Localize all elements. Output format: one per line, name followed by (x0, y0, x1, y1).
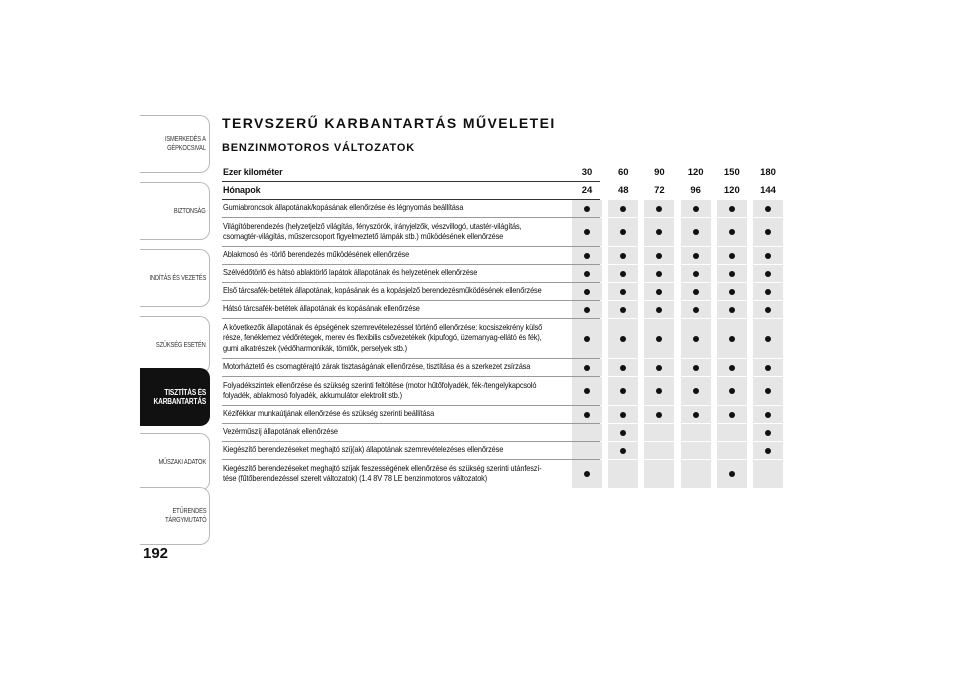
table-row (222, 377, 783, 405)
interval-cell (681, 247, 711, 264)
check-dot-icon (729, 253, 735, 259)
interval-cell (572, 377, 602, 405)
check-dot-icon (620, 206, 626, 212)
interval-cell (681, 460, 711, 488)
check-dot-icon (765, 229, 771, 235)
header-value: 60 (608, 164, 638, 181)
check-dot-icon (620, 336, 626, 342)
header-value: 144 (753, 182, 783, 199)
interval-cell (717, 406, 747, 423)
interval-cell (753, 265, 783, 282)
interval-cell (681, 200, 711, 217)
check-dot-icon (656, 307, 662, 313)
maintenance-table (222, 164, 783, 489)
check-dot-icon (620, 365, 626, 371)
interval-cell (753, 406, 783, 423)
row-text: Első tárcsafék-betétek állapotának, kopásának és a kopásjelző berendezésműködésének ellenőrzése (223, 286, 542, 296)
interval-cell (644, 406, 674, 423)
header-row-months (222, 182, 783, 199)
tab-muszaki[interactable] (140, 433, 210, 491)
check-dot-icon (729, 471, 735, 477)
check-dot-icon (693, 289, 699, 295)
page-number: 192 (143, 545, 169, 562)
tab-label: INDÍTÁS ÉS VEZETÉS (149, 274, 206, 282)
interval-cell (608, 442, 638, 459)
interval-cell (644, 319, 674, 358)
interval-cell (608, 319, 638, 358)
interval-cell (753, 301, 783, 318)
interval-cell (608, 377, 638, 405)
check-dot-icon (729, 289, 735, 295)
check-dot-icon (584, 271, 590, 277)
table-row (222, 319, 783, 358)
interval-cell (717, 301, 747, 318)
interval-cell (681, 424, 711, 441)
interval-cell (753, 377, 783, 405)
interval-cell (572, 424, 602, 441)
table-row (222, 424, 783, 441)
check-dot-icon (765, 206, 771, 212)
interval-cell (681, 265, 711, 282)
row-description (222, 200, 571, 217)
check-dot-icon (584, 206, 590, 212)
interval-cell (572, 460, 602, 488)
check-dot-icon (765, 388, 771, 394)
interval-cell (717, 442, 747, 459)
row-text: Motorháztető és csomagtérajtó zárak tisztaságának ellenőrzése, tisztítása és a szerkezet zsírzása (223, 362, 531, 372)
interval-cell (681, 442, 711, 459)
check-dot-icon (729, 336, 735, 342)
row-text: Gumiabroncsok állapotának/kopásának ellenőrzése és légnyomás beállítása (223, 203, 464, 213)
interval-cell (608, 218, 638, 246)
table-row (222, 406, 783, 423)
table-row (222, 359, 783, 376)
interval-cell (572, 200, 602, 217)
table-row (222, 283, 783, 300)
table-row (222, 301, 783, 318)
check-dot-icon (584, 412, 590, 418)
check-dot-icon (656, 388, 662, 394)
interval-cell (681, 359, 711, 376)
row-description (222, 319, 571, 358)
check-dot-icon (729, 206, 735, 212)
row-text: Világítóberendezés (helyzetjelző világítás, fényszórók, irányjelzők, vészvillogó, utastér-világítás, csomagtér-világítás, műszercsoport figyelmeztető lámpák stb.) működésének ellenőrzése (223, 221, 522, 241)
check-dot-icon (656, 412, 662, 418)
check-dot-icon (584, 307, 590, 313)
check-dot-icon (729, 365, 735, 371)
check-dot-icon (693, 253, 699, 259)
interval-cell (572, 218, 602, 246)
interval-cell (717, 218, 747, 246)
tab-label: SZÜKSÉG ESETÉN (156, 341, 206, 349)
check-dot-icon (584, 471, 590, 477)
check-dot-icon (729, 229, 735, 235)
check-dot-icon (693, 307, 699, 313)
row-description (222, 460, 571, 488)
header-value: 180 (753, 164, 783, 181)
header-value: 48 (608, 182, 638, 199)
header-value: 120 (681, 164, 711, 181)
table-row (222, 247, 783, 264)
row-description (222, 301, 571, 318)
check-dot-icon (693, 412, 699, 418)
tab-tisztitas[interactable] (140, 368, 210, 426)
interval-cell (608, 460, 638, 488)
interval-cell (717, 265, 747, 282)
tab-label: MŰSZAKI ADATOK (158, 458, 206, 466)
check-dot-icon (693, 271, 699, 277)
check-dot-icon (584, 253, 590, 259)
table-row (222, 460, 783, 488)
check-dot-icon (620, 271, 626, 277)
interval-cell (681, 319, 711, 358)
interval-cell (644, 460, 674, 488)
row-text: Folyadékszintek ellenőrzése és szükség szerinti feltöltése (motor hűtőfolyadék, fék-/tengelykapcsoló folyadék, ablakmosó folyadék, akkumulátor elektrolit stb.) (223, 380, 537, 400)
check-dot-icon (620, 448, 626, 454)
tab-szukseg[interactable] (140, 316, 210, 374)
interval-cell (717, 200, 747, 217)
header-value: 120 (717, 182, 747, 199)
interval-cell (681, 301, 711, 318)
check-dot-icon (765, 307, 771, 313)
tab-label: BIZTONSÁG (174, 207, 206, 215)
row-description (222, 283, 571, 300)
row-description (222, 359, 571, 376)
interval-cell (717, 247, 747, 264)
check-dot-icon (656, 206, 662, 212)
interval-cell (608, 301, 638, 318)
check-dot-icon (765, 336, 771, 342)
check-dot-icon (729, 307, 735, 313)
check-dot-icon (693, 229, 699, 235)
header-label: Ezer kilométer (223, 167, 283, 178)
row-description (222, 247, 571, 264)
tab-biztonsag[interactable] (140, 182, 210, 240)
check-dot-icon (765, 271, 771, 277)
row-description (222, 377, 571, 405)
interval-cell (644, 359, 674, 376)
check-dot-icon (765, 430, 771, 436)
check-dot-icon (584, 365, 590, 371)
check-dot-icon (765, 448, 771, 454)
check-dot-icon (620, 307, 626, 313)
row-text: Kiegészítő berendezéseket meghajtó szíj(ak) állapotának szemrevételezéses ellenőrzése (223, 445, 504, 455)
check-dot-icon (584, 289, 590, 295)
table-row (222, 200, 783, 217)
interval-cell (717, 377, 747, 405)
row-text: Szélvédőtörlő és hátsó ablaktörlő lapátok állapotának és helyzetének ellenőrzése (223, 268, 478, 278)
check-dot-icon (656, 253, 662, 259)
check-dot-icon (693, 388, 699, 394)
row-text: Hátsó tárcsafék-betétek állapotának és kopásának ellenőrzése (223, 304, 420, 314)
row-description (222, 424, 571, 441)
interval-cell (753, 200, 783, 217)
header-value: 150 (717, 164, 747, 181)
check-dot-icon (620, 430, 626, 436)
interval-cell (644, 442, 674, 459)
table-row (222, 265, 783, 282)
tab-ismerkedes[interactable] (140, 115, 210, 173)
tab-label: ISMERKEDÉS A GÉPKOCSIVAL (165, 136, 206, 152)
check-dot-icon (729, 388, 735, 394)
header-label: Hónapok (223, 185, 261, 196)
check-dot-icon (620, 253, 626, 259)
interval-cell (681, 377, 711, 405)
interval-cell (717, 319, 747, 358)
row-text: Kézifékkar munkaútjának ellenőrzése és szükség szerinti beállítása (223, 409, 435, 419)
interval-cell (753, 460, 783, 488)
row-text: Ablakmosó és -törlő berendezés működésének ellenőrzése (223, 250, 410, 260)
check-dot-icon (584, 336, 590, 342)
interval-cell (644, 247, 674, 264)
table-row (222, 218, 783, 246)
tab-inditas[interactable] (140, 249, 210, 307)
interval-cell (753, 247, 783, 264)
interval-cell (608, 406, 638, 423)
header-value: 96 (681, 182, 711, 199)
row-text: Kiegészítő berendezéseket meghajtó szíjak feszességének ellenőrzése és szükség szerinti utánfeszí- tése (fűtőberendezéssel szerelt változatok) (1.4 8V 78 LE benzinmotoros változatok) (223, 463, 542, 483)
tab-targymutato[interactable] (140, 487, 210, 545)
interval-cell (572, 319, 602, 358)
interval-cell (644, 377, 674, 405)
check-dot-icon (693, 206, 699, 212)
interval-cell (681, 283, 711, 300)
check-dot-icon (656, 229, 662, 235)
interval-cell (717, 424, 747, 441)
interval-cell (572, 247, 602, 264)
check-dot-icon (693, 336, 699, 342)
page-title: TERVSZERŰ KARBANTARTÁS MŰVELETEI (222, 115, 556, 131)
section-subtitle: BENZINMOTOROS VÁLTOZATOK (222, 142, 415, 154)
interval-cell (572, 442, 602, 459)
row-text: A következők állapotának és épségének szemrevételezéssel történő ellenőrzése: kocsiszekrény külső része, fenéklemez védőrétegek, merev és flexibilis csővezetékek (kipufogó, üzemanyag-ellátó és fék), gumi alkatrészek (védőharmonikák, tömlők, perselyek stb.) (223, 322, 543, 353)
check-dot-icon (765, 412, 771, 418)
interval-cell (608, 247, 638, 264)
tab-label: TISZTÍTÁS ÉS KARBANTARTÁS (153, 388, 206, 406)
interval-cell (644, 301, 674, 318)
check-dot-icon (693, 365, 699, 371)
interval-cell (608, 359, 638, 376)
interval-cell (753, 283, 783, 300)
interval-cell (753, 218, 783, 246)
interval-cell (644, 200, 674, 217)
tab-label: ETŰRENDES TÁRGYMUTATÓ (164, 508, 206, 524)
header-value: 30 (572, 164, 602, 181)
check-dot-icon (656, 271, 662, 277)
interval-cell (608, 424, 638, 441)
table-row (222, 442, 783, 459)
header-value: 72 (644, 182, 674, 199)
interval-cell (717, 460, 747, 488)
check-dot-icon (620, 229, 626, 235)
interval-cell (681, 406, 711, 423)
interval-cell (572, 283, 602, 300)
check-dot-icon (729, 412, 735, 418)
check-dot-icon (584, 388, 590, 394)
interval-cell (572, 406, 602, 423)
interval-cell (753, 424, 783, 441)
interval-cell (572, 265, 602, 282)
row-description (222, 218, 571, 246)
interval-cell (608, 283, 638, 300)
row-description (222, 442, 571, 459)
interval-cell (572, 359, 602, 376)
interval-cell (644, 424, 674, 441)
row-description (222, 265, 571, 282)
interval-cell (572, 301, 602, 318)
interval-cell (608, 265, 638, 282)
interval-cell (717, 283, 747, 300)
check-dot-icon (729, 271, 735, 277)
interval-cell (753, 442, 783, 459)
check-dot-icon (656, 365, 662, 371)
row-text: Vezérműszíj állapotának ellenőrzése (223, 427, 338, 437)
check-dot-icon (620, 412, 626, 418)
interval-cell (644, 218, 674, 246)
interval-cell (753, 359, 783, 376)
check-dot-icon (656, 289, 662, 295)
header-value: 90 (644, 164, 674, 181)
check-dot-icon (584, 229, 590, 235)
check-dot-icon (620, 289, 626, 295)
check-dot-icon (620, 388, 626, 394)
interval-cell (717, 359, 747, 376)
interval-cell (644, 265, 674, 282)
header-value: 24 (572, 182, 602, 199)
interval-cell (681, 218, 711, 246)
interval-cell (608, 200, 638, 217)
interval-cell (644, 283, 674, 300)
check-dot-icon (765, 253, 771, 259)
header-row-km (222, 164, 783, 181)
row-description (222, 406, 571, 423)
check-dot-icon (656, 336, 662, 342)
check-dot-icon (765, 365, 771, 371)
interval-cell (753, 319, 783, 358)
check-dot-icon (765, 289, 771, 295)
